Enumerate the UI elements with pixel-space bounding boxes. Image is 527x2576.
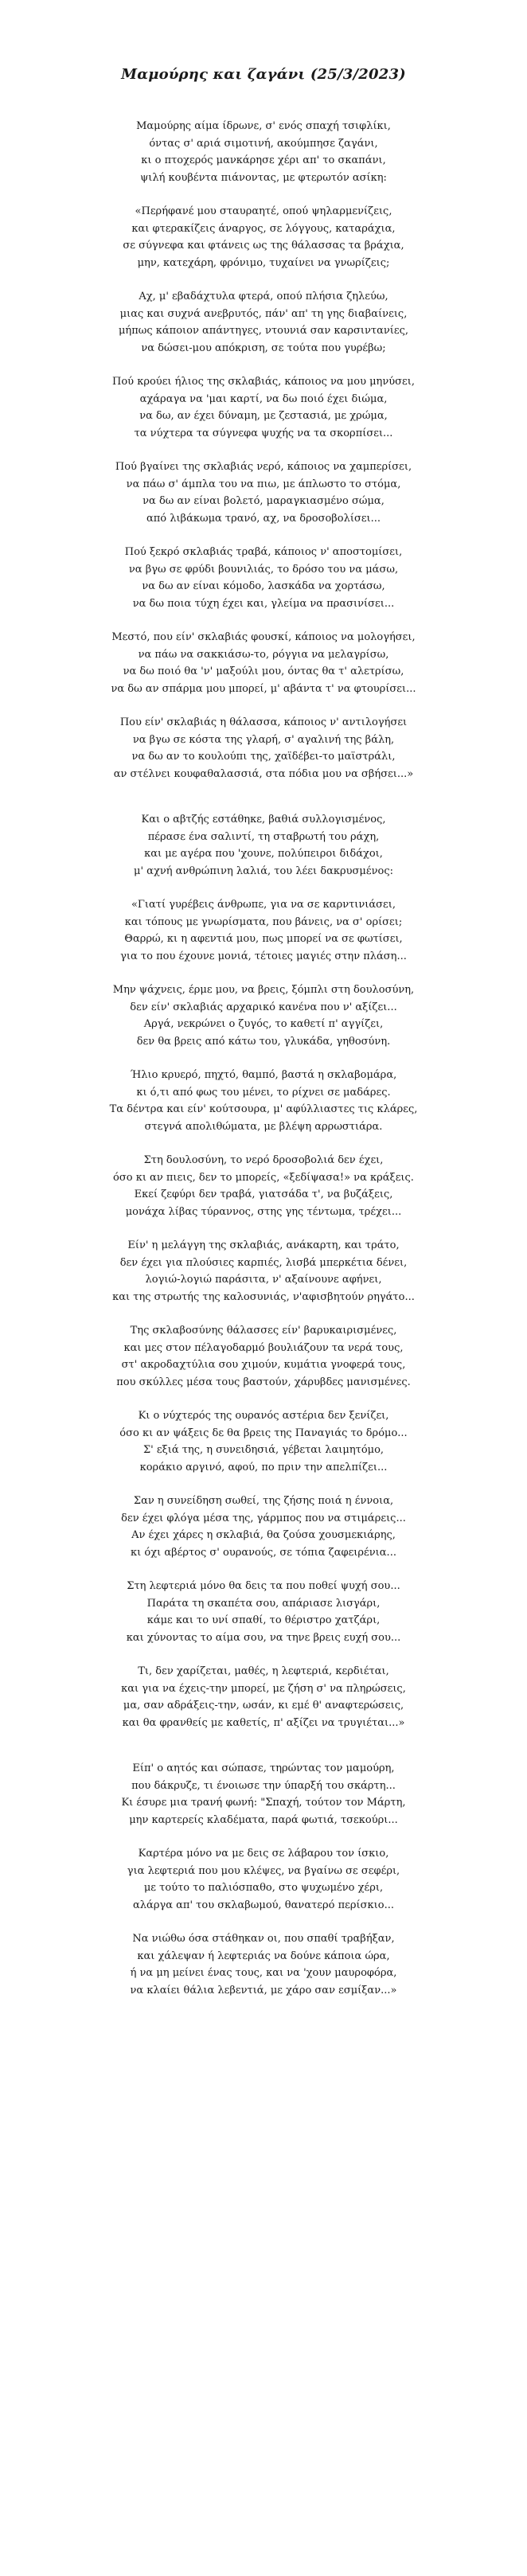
verse-line: «Γιατί γυρέβεις άνθρωπε, για να σε καρντινιάσει, xyxy=(131,899,396,911)
verse-line: «Περήφανέ μου σταυραητέ, οπού ψηλαρμενίζεις, xyxy=(135,205,392,217)
verse-line: και της στρωτής της καλοσυνιάς, ν'αφισβητούν ρηγάτο... xyxy=(112,1290,415,1303)
verse-line: Θαρρώ, κι η αφεντιά μου, πως μπορεί να σε φωτίσει, xyxy=(124,933,403,945)
verse-line: Που είν' σκλαβιάς η θάλασσα, κάποιος ν' αντιλογήσει xyxy=(119,716,408,728)
stanza xyxy=(0,896,527,965)
verse-line: να δώσει-μου απόκριση, σε τούτα που γυρέβω; xyxy=(141,342,386,354)
verse-line: Αν έχει χάρες η σκλαβιά, θα ζούσα χουσμεκιάρης, xyxy=(131,1529,396,1541)
verse-line: μ' αχνή ανθρώπινη λαλιά, του λέει δακρυσμένος: xyxy=(134,865,393,877)
verse-line: κάμε και το υνί σπαθί, το θέριστρο χατζάρι, xyxy=(146,1614,381,1626)
verse-line: Πού βγαίνει της σκλαβιάς νερό, κάποιος να χαμπερίσει, xyxy=(115,461,412,473)
verse-line: με τούτο το παλιόσπαθο, στο ψυχωμένο χέρι, xyxy=(143,1882,384,1894)
verse-line: δεν έχει φλόγα μέσα της, γάρμπος που να στιμάρεις... xyxy=(121,1512,406,1524)
verse-line: Στη λεφτεριά μόνο θα δεις τα που ποθεί ψυχή σου... xyxy=(127,1580,400,1592)
verse-line: τα νύχτερα τα σύγνεφα ψυχής να τα σκορπίσει... xyxy=(134,427,393,439)
verse-line: που δάκρυζε, τι ένοιωσε την ύπαρξή του σκάρτη... xyxy=(131,1779,396,1792)
verse-line: Της σκλαβοσύνης θάλασσες είν' βαρυκαιρισμένες, xyxy=(130,1325,397,1337)
verse-line: και θα φρανθείς με καθετίς, π' αξίζει να τρυγιέται...» xyxy=(122,1716,405,1729)
verse-line: να δω ποιό θα 'ν' μαξούλι μου, όντας θα τ' αλετρίσω, xyxy=(123,665,404,677)
verse-line: Κι έσυρε μια τρανή φωνή: "Σπαχή, τούτον τον Μάρτη, xyxy=(121,1797,406,1809)
verse-line: Κι ο νύχτερός της ουρανός αστέρια δεν ξενίζει, xyxy=(138,1410,389,1422)
verse-line: Τα δέντρα και είν' κούτσουρα, μ' αφύλλιαστες τις κλάρες, xyxy=(109,1103,418,1115)
verse-line: Πού ξεκρό σκλαβιάς τραβά, κάποιος ν' αποστομίσει, xyxy=(124,546,403,558)
verse-line: και μες στον πέλαγοδαρμό βουλιάζουν τα νερά τους, xyxy=(123,1341,404,1354)
stanza xyxy=(0,629,527,697)
verse-line: λογιώ-λογιώ παράσιτα, ν' αξαίνουνε αφήνει, xyxy=(145,1274,382,1286)
verse-line: κι ό,τι από φως του μένει, το ρίχνει σε μαδάρες. xyxy=(136,1086,391,1099)
verse-line: στεγνά απολιθώματα, με βλέψη αρρωστιάρα. xyxy=(144,1120,383,1133)
stanza xyxy=(0,811,527,880)
verse-line: Ήλιο κρυερό, πηχτό, θαμπό, βαστά η σκλαβομάρα, xyxy=(130,1069,397,1081)
verse-line: Παράτα τη σκαπέτα σου, απάριασε λισγάρι, xyxy=(146,1597,381,1610)
verse-line: ψιλή κουβέντα πιάνοντας, με φτερωτόν ασίκη: xyxy=(140,171,387,184)
verse-line: να δω αν είναι κόμοδο, λασκάδα να χορτάσω, xyxy=(142,580,385,592)
stanza xyxy=(0,714,527,783)
verse-line: και χάλεψαν ή λεφτεριάς να δούνε κάποια ώρα, xyxy=(137,1950,390,1962)
poem-title: Μαμούρης και ζαγάνι (25/3/2023) xyxy=(121,66,406,83)
stanza xyxy=(0,544,527,612)
verse-line: μα, σαν αδράξεις-την, ωσάν, κι εμέ θ' αναφτερώσεις, xyxy=(123,1700,404,1711)
stanza xyxy=(0,1493,527,1561)
verse-line: Σαν η συνείδηση σωθεί, της ζήσης ποιά η έννοια, xyxy=(133,1495,394,1507)
verse-line: να δω αν σπάρμα μου μπορεί, μ' αβάντα τ' να φτουρίσει... xyxy=(111,682,416,695)
verse-line: αχάραγα να 'μαι καρτί, να δω ποιό έχει διώμα, xyxy=(139,392,388,405)
verse-line: Μεστό, που είν' σκλαβιάς φουσκί, κάποιος να μολογήσει, xyxy=(111,631,416,643)
stanza xyxy=(0,288,527,357)
verse-line: να βγω σε κόστα της γλαρή, σ' αγαλινή της βάλη, xyxy=(132,733,395,746)
stanza xyxy=(0,1152,527,1220)
verse-line: και φτερακίζεις άναργος, σε λόγγους, καταράχια, xyxy=(131,222,396,235)
verse-line: μην, κατεχάρη, φρόνιμο, τυχαίνει να γνωρίζεις; xyxy=(137,256,390,269)
verse-line: να πάω σ' άμπλα του να πιω, με άπλωστο το στόμα, xyxy=(126,478,401,490)
verse-line: Αχ, μ' εβαδάχτυλα φτερά, οπού πλήσια ζηλεύω, xyxy=(139,291,388,302)
verse-line: Σ' εξιά της, η συνειδησιά, γέβεται λαιμητόμο, xyxy=(142,1444,385,1456)
verse-line: Καρτέρα μόνο να με δεις σε λάβαρου τον ίσκιο, xyxy=(138,1848,389,1860)
stanza xyxy=(0,118,527,186)
verse-line: για το που έχουνε μονιά, τέτοιες μαγιές στην πλάση... xyxy=(120,950,407,962)
verse-line: όντας σ' αριά σιμοτινή, ακούμπησε ζαγάνι, xyxy=(149,137,378,150)
verse-line: μονάχα λίβας τύραννος, στης γης τέντωμα, τρέχει... xyxy=(125,1205,402,1218)
verse-line: Πού κρούει ήλιος της σκλαβιάς, κάποιος να μου μηνύσει, xyxy=(112,376,415,388)
verse-line: δεν είν' σκλαβιάς αρχαρικό κανένα που ν' αξίζει... xyxy=(130,1001,397,1013)
verse-line: και χύνοντας το αίμα σου, να τηνε βρεις ευχή σου... xyxy=(126,1631,401,1644)
stanza xyxy=(0,1322,527,1391)
stanza xyxy=(0,459,527,527)
verse-line: Είν' η μελάγγη της σκλαβιάς, ανάκαρτη, και τράτο, xyxy=(127,1239,400,1251)
stanza xyxy=(0,203,527,271)
stanza xyxy=(0,1760,527,1829)
verse-line: σε σύγνεφα και φτάνεις ως της θάλασσας τα βράχια, xyxy=(123,240,404,252)
verse-line: για λεφτεριά που μου κλέψες, να βγαίνω σε σεφέρι, xyxy=(127,1864,400,1877)
verse-line: κοράκιο αργινό, αφού, πο πριν την απελπίζει... xyxy=(139,1461,388,1473)
verse-line: δεν θα βρεις από κάτω του, γλυκάδα, γηθοσύνη. xyxy=(136,1035,391,1048)
verse-line: και με αγέρα που 'χουνε, πολύπειροι διδάχοι, xyxy=(144,848,383,860)
verse-line: Στη δουλοσύνη, το νερό δροσοβολιά δεν έχει, xyxy=(143,1154,384,1166)
verse-line: δεν έχει για πλούσιες καρπιές, λισβά μπερκέτια δένει, xyxy=(119,1256,408,1269)
stanza xyxy=(0,1067,527,1135)
verse-line: Μην ψάχνεις, έρμε μου, να βρεις, ξόμπλι στη δουλοσύνη, xyxy=(112,984,415,996)
verse-line: από λιβάκωμα τρανό, αχ, να δροσοβολίσει... xyxy=(146,512,381,525)
verse-line: να δω ποια τύχη έχει και, γλείμα να πρασινίσει... xyxy=(132,597,395,610)
verse-line: Αργά, νεκρώνει ο ζυγός, το καθετί π' αγγίζει, xyxy=(143,1018,384,1030)
verse-line: μιας και συχνά ανεβρυτός, πάν' απ' τη γης διαβαίνεις, xyxy=(119,307,408,320)
verse-line: κι όχι αβέρτος σ' ουρανούς, σε τόπια ζαφειρένια... xyxy=(131,1546,396,1559)
verse-line: να δω, αν έχει δύναμη, με ζεστασιά, με χρώμα, xyxy=(139,410,388,422)
verse-line: να δω αν το κουλούπι της, χαϊδέβει-το μαϊστράλι, xyxy=(131,751,396,763)
stanza xyxy=(0,1663,527,1731)
verse-line: κι ο πτοχερός μανκάρησε χέρι απ' το σκαπάνι, xyxy=(141,154,386,166)
verse-line: αν στέλνει κουφαθαλασσιά, στα πόδια μου να σβήσει...» xyxy=(113,767,414,780)
verse-line: να δω αν είναι βολετό, μαραγκιασμένο σώμα, xyxy=(142,495,385,507)
verse-line: Τι, δεν χαρίζεται, μαθές, η λεφτεριά, κερδιέται, xyxy=(138,1665,389,1677)
verse-line: που σκύλλες μέσα τους βαστούν, χάρυβδες μανισμένες. xyxy=(116,1376,411,1388)
verse-line: Μαμούρης αίμα ίδρωνε, σ' ενός σπαχή τσιφλίκι, xyxy=(136,120,391,132)
verse-line: να βγω σε φρύδι βουνιλιάς, το δρόσο του να μάσω, xyxy=(128,563,399,576)
poem-body xyxy=(0,118,527,1999)
stanza xyxy=(0,373,527,442)
stanza xyxy=(0,982,527,1050)
verse-line: να πάω να σακκιάσω-το, ρόγγια να μελαγρίσω, xyxy=(138,648,389,661)
verse-line: και για να έχεις-την μπορεί, με ζήση σ' να πληρώσεις, xyxy=(121,1682,406,1695)
stanza xyxy=(0,1845,527,1914)
verse-line: πέρασε ένα σαλιντί, τη σταβρωτή του ράχη, xyxy=(147,830,380,843)
verse-line: Και ο αβτζής εστάθηκε, βαθιά συλλογισμένος, xyxy=(141,814,386,825)
verse-line: να κλαίει θάλια λεβεντιά, με χάρο σαν εσμίξαν...» xyxy=(130,1984,397,1996)
verse-line: αλάργα απ' του σκλαβωμού, θανατερό περίσκιο... xyxy=(133,1899,394,1911)
verse-line: Να νιώθω όσα στάθηκαν οι, που σπαθί τραβήξαν, xyxy=(132,1933,395,1945)
stanza xyxy=(0,1407,527,1476)
verse-line: μην καρτερείς κλαδέματα, παρά φωτιά, τσεκούρι... xyxy=(129,1813,398,1826)
verse-line: όσο κι αν ψάξεις δε θα βρεις της Παναγιάς το δρόμο... xyxy=(119,1427,408,1439)
stanza xyxy=(0,1930,527,1999)
stanza xyxy=(0,1237,527,1306)
stanza xyxy=(0,1578,527,1646)
verse-line: Είπ' ο αητός και σώπασε, τηρώντας τον μαμούρη, xyxy=(132,1762,395,1774)
verse-line: Εκεί ζεφύρι δεν τραβά, γιατσάδα τ', να βυζάξεις, xyxy=(134,1188,393,1200)
verse-line: στ' ακροδαχτύλια σου χιμούν, κυμάτια γνοφερά τους, xyxy=(121,1359,406,1371)
verse-line: και τόπους με γνωρίσματα, που βάνεις, να σ' ορίσει; xyxy=(124,915,403,928)
verse-line: όσο κι αν πιεις, δεν το μπορείς, «ξεδίψασα!» να κράξεις. xyxy=(113,1171,414,1184)
verse-line: μήπως κάποιον απάντηγες, ντουνιά σαν καρσιντανίες, xyxy=(118,325,409,337)
verse-line: ή να μη μείνει ένας τους, και να 'χουν μαυροφόρα, xyxy=(130,1967,397,1979)
